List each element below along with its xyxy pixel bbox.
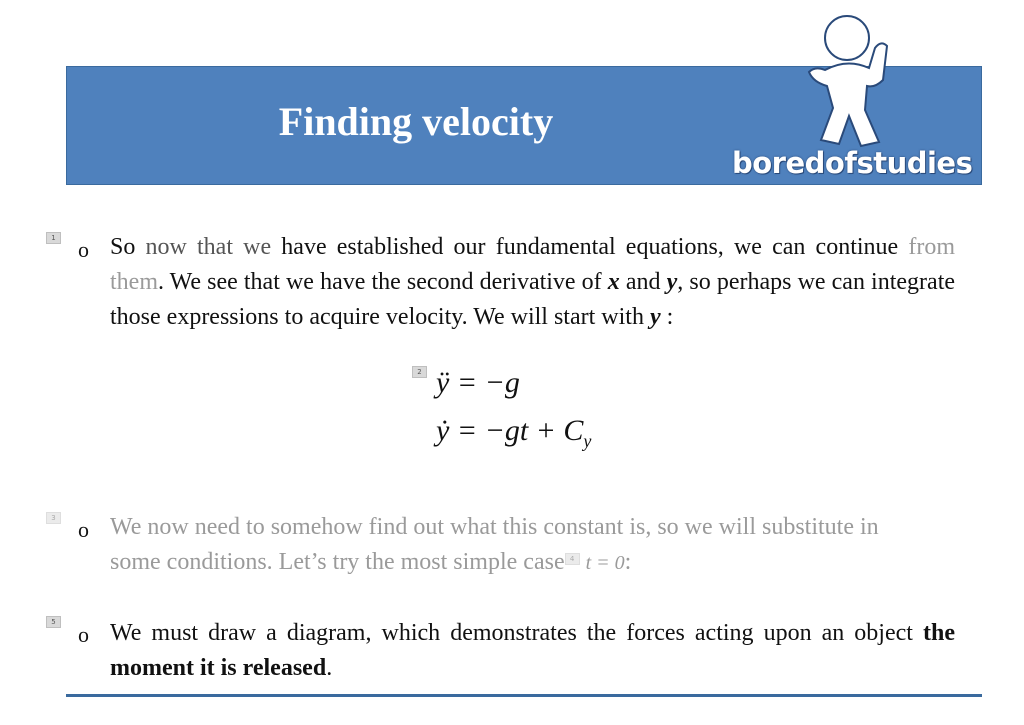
bullet-icon: o	[78, 237, 89, 262]
text: We must draw a diagram, which demonstrates the forces acting upon an object	[110, 620, 923, 646]
animation-marker: 2	[412, 366, 427, 378]
text: from them	[110, 234, 955, 295]
bullet-icon: o	[78, 622, 89, 647]
condition: t = 0	[585, 552, 625, 574]
eq2-lhs: ẏ	[436, 414, 450, 447]
equation-2	[436, 414, 591, 452]
animation-marker: 3	[46, 512, 61, 524]
equation-1	[436, 366, 520, 400]
text: and	[619, 269, 667, 295]
eq2-sub: y	[583, 431, 592, 451]
variable-y: y	[666, 269, 678, 295]
text: .	[326, 655, 333, 681]
bullet-icon: o	[78, 517, 89, 542]
animation-marker: 1	[46, 232, 61, 244]
eq2-rhs: = −gt + C	[449, 414, 584, 447]
text: have established our fundamental equations, we can continue	[281, 234, 909, 260]
bold-text: the moment it is released	[110, 620, 955, 681]
variable-y: y	[649, 304, 661, 330]
logo-text: boredofstudies	[732, 146, 973, 180]
animation-marker: 5	[46, 616, 61, 628]
eq1-rhs: = −g	[449, 366, 520, 399]
footer-divider	[66, 694, 982, 697]
text: , so perhaps we can integrate those expressions to acquire velocity. We will start with	[110, 269, 956, 330]
logo-figure-icon	[795, 10, 905, 150]
text: We now need to somehow find out what this constant is, so we will substitute in some conditions. Let’s try the most simple case	[110, 514, 879, 575]
variable-x: x	[607, 269, 620, 295]
paragraph-3	[110, 616, 955, 686]
eq1-lhs: ÿ	[436, 366, 450, 399]
text: :	[624, 549, 632, 575]
paragraph-1	[110, 230, 955, 335]
animation-marker: 4	[565, 553, 580, 565]
text: So	[110, 234, 146, 260]
slide-title: Finding velocity	[278, 99, 554, 144]
paragraph-2	[110, 510, 900, 581]
text: now that we	[145, 234, 282, 260]
text: :	[660, 304, 674, 330]
text: . We see that we have the second derivative of	[158, 269, 608, 295]
